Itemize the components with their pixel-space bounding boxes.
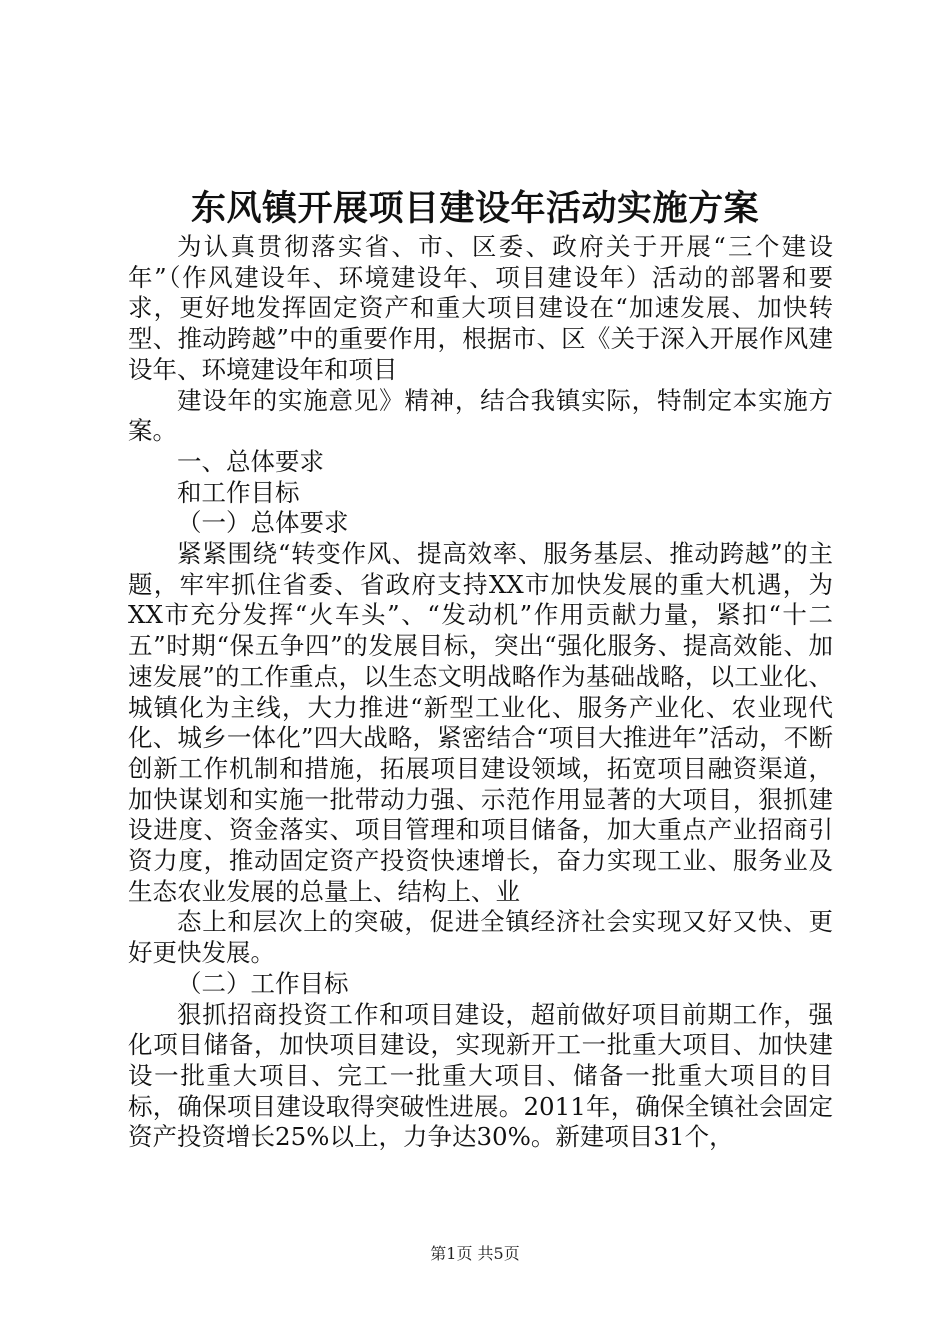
section-heading-1-continued: 和工作目标 xyxy=(177,477,300,507)
section-heading-1: 一、总体要求 xyxy=(177,446,324,476)
document-title: 东风镇开展项目建设年活动实施方案 xyxy=(190,188,759,229)
paragraph-intro-continued: 建设年的实施意见》精神，结合我镇实际，特制定本实施方案。 xyxy=(128,385,833,446)
paragraph-general-requirements: 紧紧围绕“转变作风、提高效率、服务基层、推动跨越”的主题，牢牢抓住省委、省政府支持XX市加快发展的重大机遇，为XX市充分发挥“火车头”、“发动机”作用贡献力量，紧扣“十二五”时期“保五争四”的发展目标，突出“强化服务、提高效能、加速发展”的工作重点，以生态文明战略作为基础战略，以工业化、城镇化为主线，大力推进“新型工业化、服务产业化、农业现代化、城乡一体化”四大战略，紧密结合“项目大推进年”活动，不断创新工作机制和措施，拓展项目建设领域，拓宽项目融资渠道，加快谋划和实施一批带动力强、示范作用显著的大项目，狠抓建设进度、资金落实、项目管理和项目储备，加大重点产业招商引资力度，推动固定资产投资快速增长，奋力实现工业、服务业及生态农业发展的总量上、结构上、业 xyxy=(128,539,833,906)
paragraph-work-goals: 狠抓招商投资工作和项目建设，超前做好项目前期工作，强化项目储备，加快项目建设，实现新开工一批重大项目、加快建设一批重大项目、完工一批重大项目、储备一批重大项目的目标，确保项目建设取得突破性进展。2011年，确保全镇社会固定资产投资增长25%以上，力争达30%。新建项目31个， xyxy=(128,999,833,1152)
paragraph-general-requirements-continued: 态上和层次上的突破，促进全镇经济社会实现又好又快、更好更快发展。 xyxy=(128,907,833,968)
subsection-heading-general: （一）总体要求 xyxy=(177,508,349,538)
paragraph-intro: 为认真贯彻落实省、市、区委、政府关于开展“三个建设年”（作风建设年、环境建设年、项目建设年）活动的部署和要求，更好地发挥固定资产和重大项目建设在“加速发展、加快转型、推动跨越”中的重要作用，根据市、区《关于深入开展作风建设年、环境建设年和项目 xyxy=(128,232,833,384)
document-body xyxy=(128,232,833,1153)
subsection-heading-goals: （二）工作目标 xyxy=(177,968,349,998)
page-footer: 第1页 共5页 xyxy=(430,1244,520,1263)
